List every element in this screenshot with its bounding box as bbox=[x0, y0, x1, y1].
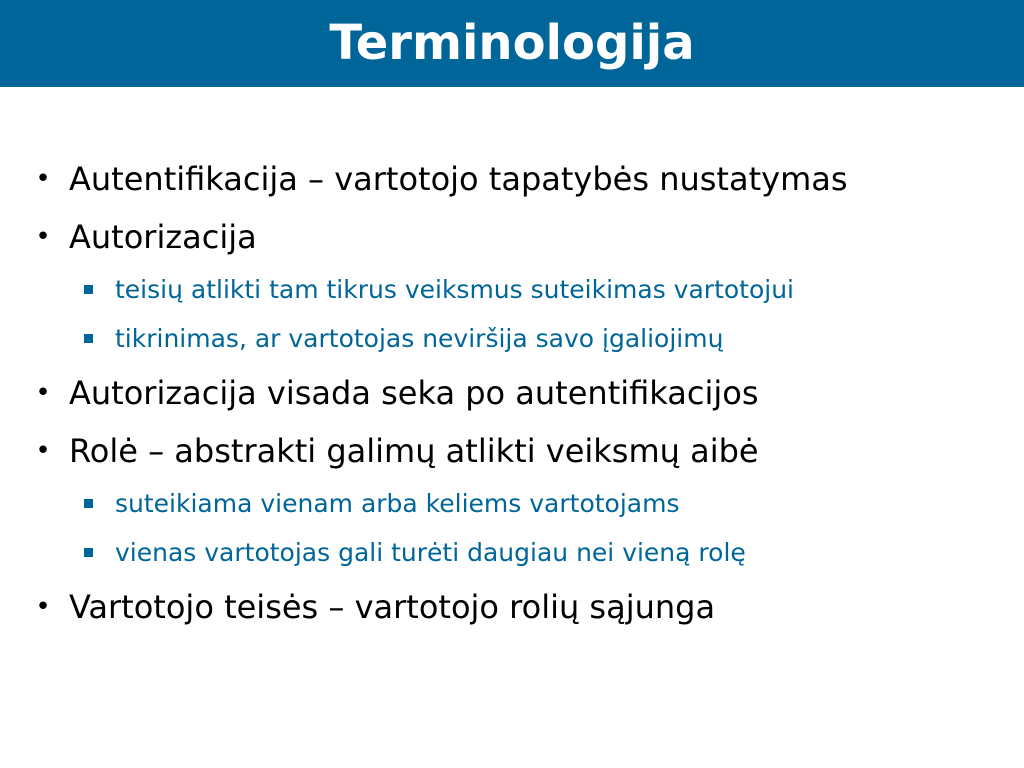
sub-bullet-item bbox=[0, 266, 1024, 315]
sub-bullet-text: suteikiama vienam arba keliems vartotojams bbox=[115, 489, 680, 518]
bullet-dot-icon: • bbox=[35, 222, 51, 252]
bullet-dot-icon: • bbox=[35, 378, 51, 408]
sub-bullet-item bbox=[0, 480, 1024, 529]
bullet-item bbox=[0, 208, 1024, 266]
bullet-item bbox=[0, 578, 1024, 636]
bullet-text: Autentifikacija – vartotojo tapatybės nustatymas bbox=[69, 160, 848, 198]
bullet-dot-icon: • bbox=[35, 164, 51, 194]
bullet-list bbox=[0, 150, 1024, 636]
sub-bullet-text: tikrinimas, ar vartotojas neviršija savo įgaliojimų bbox=[115, 324, 724, 353]
square-bullet-icon bbox=[84, 285, 93, 294]
square-bullet-icon bbox=[84, 548, 93, 557]
square-bullet-icon bbox=[84, 334, 93, 343]
bullet-item bbox=[0, 422, 1024, 480]
bullet-item bbox=[0, 364, 1024, 422]
slide-title: Terminologija bbox=[329, 15, 695, 71]
bullet-text: Rolė – abstrakti galimų atlikti veiksmų aibė bbox=[69, 432, 759, 470]
sub-bullet-item bbox=[0, 315, 1024, 364]
sub-bullet-item bbox=[0, 529, 1024, 578]
sub-bullet-text: teisių atlikti tam tikrus veiksmus suteikimas vartotojui bbox=[115, 275, 795, 304]
bullet-dot-icon: • bbox=[35, 592, 51, 622]
sub-bullet-text: vienas vartotojas gali turėti daugiau nei vieną rolę bbox=[115, 538, 746, 567]
bullet-text: Vartotojo teisės – vartotojo rolių sąjunga bbox=[69, 588, 716, 626]
bullet-text: Autorizacija visada seka po autentifikacijos bbox=[69, 374, 759, 412]
bullet-dot-icon: • bbox=[35, 436, 51, 466]
square-bullet-icon bbox=[84, 499, 93, 508]
bullet-item bbox=[0, 150, 1024, 208]
bullet-text: Autorizacija bbox=[69, 218, 257, 256]
